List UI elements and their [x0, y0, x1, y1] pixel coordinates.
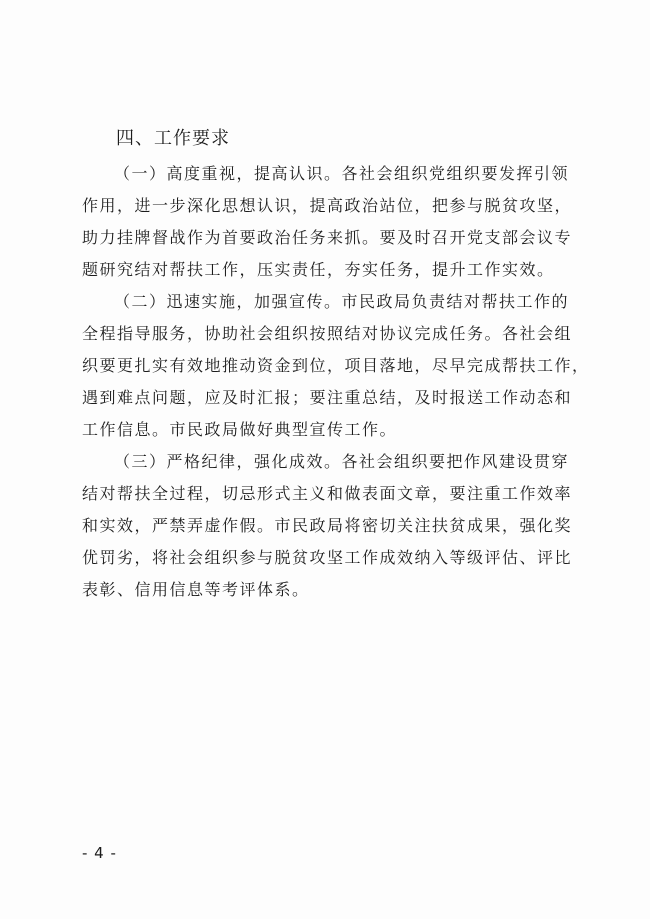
paragraph-3: [82, 446, 572, 606]
paragraph-line: 表彰、信用信息等考评体系。: [82, 580, 310, 599]
paragraph-2: [82, 286, 590, 446]
paragraph-line: 作用，进一步深化思想认识，提高政治站位，把参与脱贫攻坚，: [82, 196, 573, 215]
paragraph-line: 工作信息。市民政局做好典型宣传工作。: [82, 420, 398, 439]
paragraph-line: 助力挂牌督战作为首要政治任务来抓。要及时召开党支部会议专: [82, 228, 573, 247]
paragraph-line: （三）严格纪律，强化成效。各社会组织要把作风建设贯穿: [114, 452, 570, 471]
section-heading: 四、工作要求: [116, 128, 230, 149]
paragraph-line: 遇到难点问题，应及时汇报；要注重总结，及时报送工作动态和: [82, 388, 573, 407]
paragraph-line: 和实效，严禁弄虚作假。市民政局将密切关注扶贫成果，强化奖: [82, 516, 573, 535]
paragraph-line: 全程指导服务，协助社会组织按照结对协议完成任务。各社会组: [82, 324, 573, 343]
paragraph-line: 织要更扎实有效地推动资金到位，项目落地，尽早完成帮扶工作，: [82, 356, 590, 375]
paragraph-line: （一）高度重视，提高认识。各社会组织党组织要发挥引领: [114, 164, 570, 183]
paragraph-line: （二）迅速实施，加强宣传。市民政局负责结对帮扶工作的: [114, 292, 570, 311]
paragraph-line: 题研究结对帮扶工作，压实责任，夯实任务，提升工作实效。: [82, 260, 555, 279]
paragraph-line: 结对帮扶全过程，切忌形式主义和做表面文章，要注重工作效率: [82, 484, 573, 503]
paragraph-1: [82, 158, 572, 286]
page-number: - 4 -: [82, 844, 117, 862]
paragraph-line: 优罚劣，将社会组织参与脱贫攻坚工作成效纳入等级评估、评比: [82, 548, 573, 567]
